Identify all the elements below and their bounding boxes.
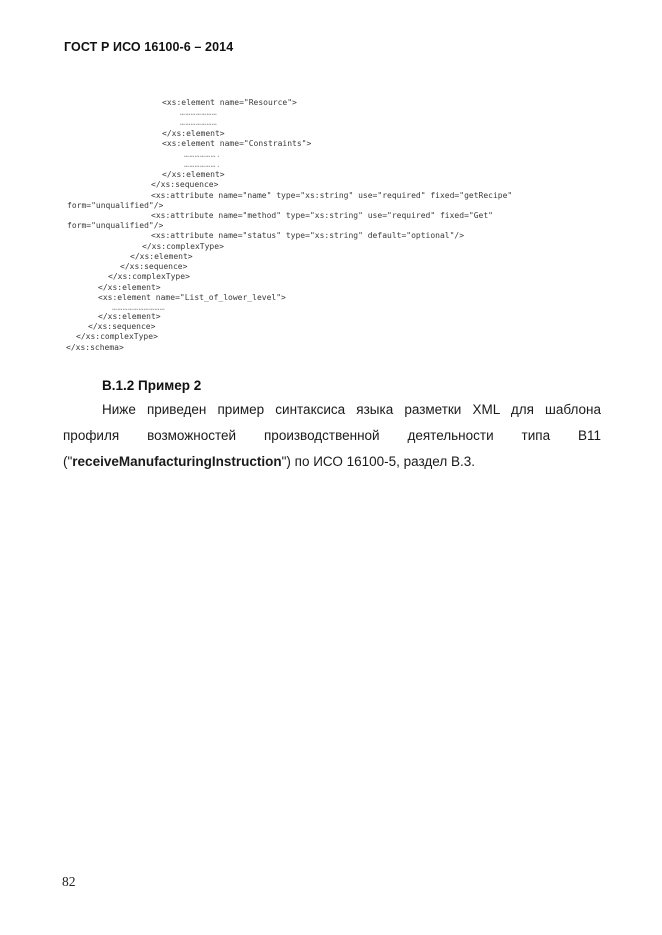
code-line: </xs:element>	[162, 170, 225, 179]
code-line: <xs:element name="Constraints">	[162, 139, 312, 148]
code-line-ellipsis: …………………	[180, 118, 218, 127]
code-line-ellipsis: …………………	[180, 108, 218, 117]
code-line: <xs:element name="Resource">	[162, 98, 297, 107]
code-line-ellipsis: ……………….	[184, 150, 222, 159]
paragraph-line	[63, 454, 475, 474]
code-line: <xs:element name="List_of_lower_level">	[98, 293, 286, 302]
quote-open: ("	[63, 454, 73, 469]
code-line: </xs:sequence>	[88, 322, 156, 331]
section-heading: В.1.2 Пример 2	[102, 378, 202, 393]
code-line: form="unqualified"/>	[67, 201, 164, 210]
code-line: </xs:complexType>	[76, 332, 158, 341]
code-line: </xs:complexType>	[108, 272, 190, 281]
paragraph-line: профиля возможностей производственной деятельности типа В11	[63, 428, 601, 443]
code-line: </xs:element>	[130, 252, 193, 261]
code-line: <xs:attribute name="name" type="xs:string" use="required" fixed="getRecipe"	[151, 191, 513, 200]
code-line-ellipsis: ……………….	[184, 160, 222, 169]
code-line: </xs:sequence>	[120, 262, 188, 271]
code-line: </xs:element>	[98, 312, 161, 321]
code-line: <xs:attribute name="status" type="xs:string" default="optional"/>	[151, 231, 465, 240]
page-number: 82	[62, 874, 76, 889]
function-name: receiveManufacturingInstruction	[72, 454, 282, 469]
code-line-ellipsis: …………………………	[112, 303, 166, 312]
code-line: <xs:attribute name="method" type="xs:string" use="required" fixed="Get"	[151, 211, 493, 220]
code-line: </xs:element>	[162, 129, 225, 138]
paragraph-line: Ниже приведен пример синтаксиса языка разметки XML для шаблона	[102, 402, 601, 417]
code-line: form="unqualified"/>	[67, 221, 164, 230]
reference-text: ") по ИСО 16100-5, раздел В.3.	[281, 454, 475, 469]
code-line: </xs:element>	[98, 283, 161, 292]
code-line: </xs:schema>	[66, 343, 124, 352]
code-line: </xs:complexType>	[142, 242, 224, 251]
document-header: ГОСТ Р ИСО 16100-6 – 2014	[64, 40, 234, 54]
code-line: </xs:sequence>	[151, 180, 219, 189]
